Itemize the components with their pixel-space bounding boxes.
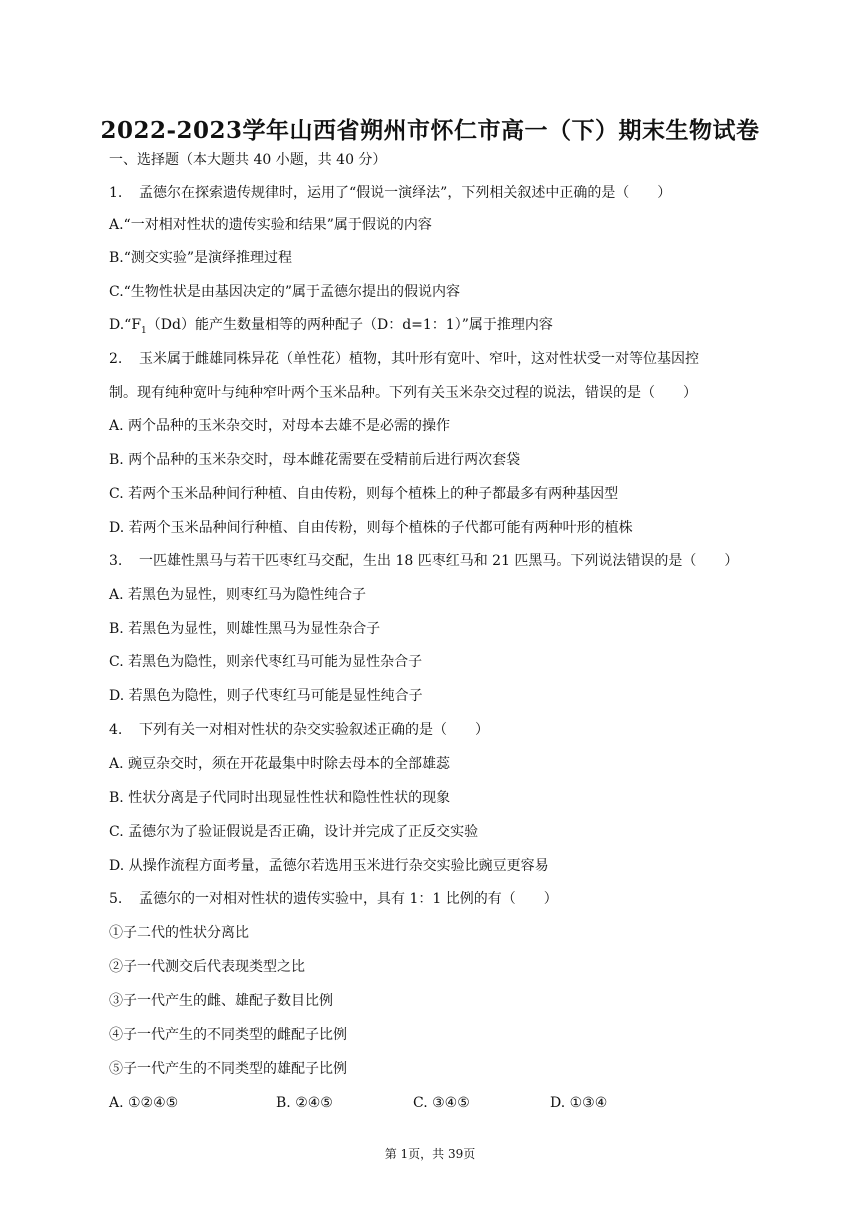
question-5-item: ④子一代产生的不同类型的雌配子比例 (109, 1027, 347, 1043)
question-1-option-d (109, 315, 553, 341)
question-5-stem (109, 889, 558, 909)
page-footer: 第 1页，共 39页 (384, 1147, 476, 1161)
question-3-option-c: C. 若黑色为隐性，则亲代枣红马可能为显性杂合子 (109, 654, 423, 670)
page-title: 2022-2023学年山西省朔州市怀仁市高一（下）期末生物试卷 (100, 117, 760, 144)
question-2-option-c: C. 若两个玉米品种间行种植、自由传粉，则每个植株上的种子都最多有两种基因型 (109, 486, 619, 502)
question-5-item: ②子一代测交后代表现类型之比 (109, 959, 305, 975)
question-number: 1. (109, 185, 123, 201)
question-number: 4. (109, 722, 123, 738)
question-text: 孟德尔的一对相对性状的遗传实验中，具有 1：1 比例的有（ ） (139, 891, 558, 907)
question-4-option-d: D. 从操作流程方面考量，孟德尔若选用玉米进行杂交实验比豌豆更容易 (109, 858, 549, 874)
question-text: 孟德尔在探索遗传规律时，运用了“假说一演绎法”，下列相关叙述中正确的是（ ） (139, 185, 672, 201)
question-2-option-b: B. 两个品种的玉米杂交时，母本雌花需要在受精前后进行两次套袋 (109, 452, 521, 468)
section-heading: 一、选择题（本大题共 40 小题，共 40 分） (109, 152, 387, 168)
question-3-option-d: D. 若黑色为隐性，则子代枣红马可能是显性纯合子 (109, 688, 423, 704)
question-5-item: ⑤子一代产生的不同类型的雄配子比例 (109, 1061, 347, 1077)
question-3-option-b: B. 若黑色为显性，则雄性黑马为显性杂合子 (109, 621, 381, 637)
question-5-item: ①子二代的性状分离比 (109, 925, 249, 941)
question-5-option-b: B. ②④⑤ (276, 1095, 333, 1111)
question-1-stem (109, 183, 671, 203)
question-3-option-a: A. 若黑色为显性，则枣红马为隐性纯合子 (109, 587, 367, 603)
option-d-suffix: （Dd）能产生数量相等的两种配子（D：d=1：1）”属于推理内容 (146, 317, 553, 333)
question-2-option-d: D. 若两个玉米品种间行种植、自由传粉，则每个植株的子代都可能有两种叶形的植株 (109, 520, 633, 536)
question-4-option-c: C. 孟德尔为了验证假说是否正确，设计并完成了正反交实验 (109, 824, 479, 840)
question-4-stem (109, 720, 489, 740)
question-2-option-a: A. 两个品种的玉米杂交时，对母本去雄不是必需的操作 (109, 418, 451, 434)
question-3-stem (109, 551, 738, 571)
question-number: 3. (109, 553, 123, 569)
question-5-option-c: C. ③④⑤ (413, 1095, 470, 1111)
question-4-option-b: B. 性状分离是子代同时出现显性性状和隐性性状的现象 (109, 790, 451, 806)
question-2-stem-cont: 制。现有纯种宽叶与纯种窄叶两个玉米品种。下列有关玉米杂交过程的说法，错误的是（ ） (109, 385, 697, 401)
question-1-option-c: C.“生物性状是由基因决定的”属于孟德尔提出的假说内容 (109, 284, 460, 300)
question-text: 玉米属于雌雄同株异花（单性花）植物，其叶形有宽叶、窄叶，这对性状受一对等位基因控 (139, 351, 699, 367)
question-5-options (109, 1093, 749, 1113)
question-text: 一匹雄性黑马与若干匹枣红马交配，生出 18 匹枣红马和 21 匹黑马。下列说法错误的是（ ） (139, 553, 739, 569)
question-2-stem (109, 349, 699, 369)
question-number: 5. (109, 891, 123, 907)
question-1-option-b: B.“测交实验”是演绎推理过程 (109, 250, 293, 266)
option-d-prefix: D.“F (109, 317, 142, 333)
question-5-option-d: D. ①③④ (550, 1095, 608, 1111)
question-1-option-a: A.“一对相对性状的遗传实验和结果”属于假说的内容 (109, 217, 432, 233)
question-5-option-a: A. ①②④⑤ (109, 1095, 179, 1111)
question-number: 2. (109, 351, 123, 367)
question-text: 下列有关一对相对性状的杂交实验叙述正确的是（ ） (139, 722, 489, 738)
question-5-item: ③子一代产生的雌、雄配子数目比例 (109, 993, 333, 1009)
subscript: 1 (141, 325, 147, 336)
question-4-option-a: A. 豌豆杂交时，须在开花最集中时除去母本的全部雄蕊 (109, 756, 451, 772)
